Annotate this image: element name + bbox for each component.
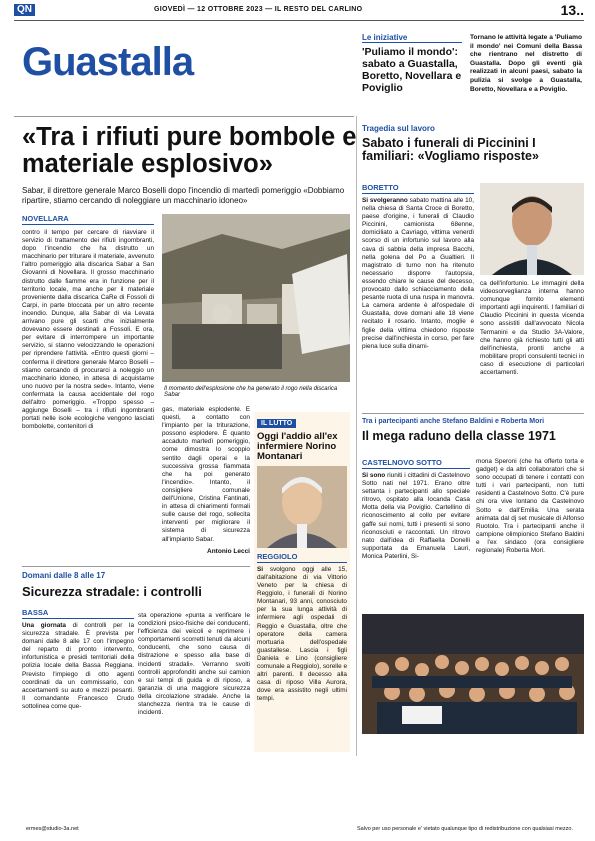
funerali-kicker: Tragedia sul lavoro: [362, 124, 435, 133]
main-article-col2: [162, 406, 250, 555]
lutto-headline: Oggi l'addio all'ex infermiere Norino Montanari: [257, 431, 338, 462]
lutto-location: REGGIOLO: [257, 552, 347, 563]
brief-title: 'Puliamo il mondo': sabato a Guastalla, Boretto, Novellara e Poviglio: [362, 46, 462, 94]
lutto-lead: Si: [257, 565, 264, 573]
sicurezza-kicker: Domani dalle 8 alle 17: [22, 571, 106, 580]
page-number: 13..: [560, 2, 584, 18]
raduno-headline: Il mega raduno della classe 1971: [362, 429, 556, 443]
footer-email: ermes@studio-3a.net: [26, 826, 79, 832]
brief-column: [362, 33, 462, 94]
brief-body: Tornano le attività legate a 'Puliamo il mondo' nei Comuni della Bassa che rientrano nel distretto di Guastalla. Dopo gli eventi già realizzati in alcuni paesi, sabato la pulizia si svolge a Guastalla, Boretto, Novellara e a Poviglio.: [470, 34, 582, 93]
newspaper-logo: QN: [14, 4, 35, 16]
main-author: Antonio Lecci: [207, 547, 250, 555]
main-headline: «Tra i rifiuti pure bombole e materiale esplosivo»: [22, 123, 357, 178]
discarica-image: [162, 214, 350, 382]
sicurezza-body-2: sta operazione «punta a verificare le condizioni psico-fisiche dei conducenti, l'efficienza dei veicoli e reprimere i comportamenti scorretti tenuti da alcuni conducenti, che sono causa di distrazione e spesso alla base di incidenti stradali». Verranno svolti controlli approfonditi anche sui camion e sui tempi di guida e di riposo, a garanzia di una maggiore sicurezza della circolazione stradale. Anche la stanchezza rientra tra le cause di incidenti.: [138, 612, 250, 717]
raduno-text-1: riuniti i cittadini di Castelnovo Sotto nati nel 1971. Erano oltre settanta i partecipanti allo speciale ritrovo, ospitato alla locanda Casa Motta della via Poviglio. Cartellino di riconoscimento al collo per evitare gaffe sui nomi, tutti i presenti si sono riconosciuti e raccontati. Un ritrovo nato dall'idea di Raffaella Donelli supportata da Emanuela Lauri, Monica Paterlini, Si-: [362, 472, 470, 560]
main-caption: Il momento dell'esplosione che ha generato il rogo nella discarica Sabar: [164, 386, 338, 398]
piccinini-photo: [480, 183, 584, 275]
main-location: NOVELLARA: [22, 214, 154, 225]
funerali-body-1: [362, 197, 474, 351]
funerali-lead: Si svolgeranno: [362, 197, 408, 204]
lutto-box: [254, 412, 350, 752]
lutto-tag: IL LUTTO: [257, 419, 296, 428]
raduno-kicker: Tra i partecipanti anche Stefano Baldini e Roberta Mori: [362, 418, 545, 425]
main-body-1: [22, 229, 154, 431]
funerali-location: BORETTO: [362, 183, 474, 194]
sicurezza-body-1: [22, 622, 134, 711]
sicurezza-divider: [22, 566, 250, 567]
sicurezza-col1: [22, 608, 134, 711]
montanari-photo: [257, 466, 347, 548]
funerali-headline: Sabato i funerali di Piccinini I familiari: «Vogliamo risposte»: [362, 136, 539, 164]
main-article-col1: [22, 214, 154, 431]
column-divider: [356, 116, 357, 756]
section-title: Guastalla: [22, 40, 194, 84]
raduno-group-image: [362, 614, 584, 734]
raduno-body-1: [362, 472, 470, 561]
main-text-1: contro il tempo per cercare di riavviare il servizio di trattamento dei rifiuti ingombranti, dopo l'incendio che ha distrutto un macchinario per triturare il materiale, avvenuto l'altro pomeriggio alla discarica Sabar a San Giovanni di Novellara. Il grosso macchinario distrutto dalle fiamme era in funzione per il territorio locale, ma anche per il materiale proveniente dalla discarica CaRe di Fossoli di Carpi, in parte bloccata per un altro recente incendio. Dunque, alla Sabar di via Levata arrivano pure gli scarti che inizialmente dovevano essere destinati a Fossoli. E ora, per evitare di interrompere un importante servizio, si stanno velocizzando le operazioni per riprendere l'attività. «Entro questi giorni – conferma il direttore generale Marco Boselli – stiamo cercando di procurarci a noleggio un macchinario idoneo, in attesa di acquistarne uno nuovo per la nostra sede». Intanto, viene confermata la causa accidentale del rogo dell'altro pomeriggio. «Troppo spesso – aggiunge Boselli – tra i rifiuti ingombranti portati nelle isole ecologiche vengono lasciati bombolette, contenitori di: [22, 229, 154, 431]
piccinini-portrait: [480, 183, 584, 275]
sicurezza-lead: Una giornata: [22, 622, 66, 629]
funerali-col1: [362, 183, 474, 351]
page-header: [14, 4, 584, 18]
sicurezza-headline: Sicurezza stradale: i controlli: [22, 584, 202, 599]
montanari-portrait: [257, 466, 347, 548]
raduno-location: CASTELNOVO SOTTO: [362, 458, 470, 469]
lutto-text: svolgono oggi alle 15, dall'abitazione di via Vittorio Veneto per la chiesa di Reggiolo, i funerali di Norino Montanari, 93 anni, conosciuto per la sua lunga attività di infermiere agli ospedali di Reggio e Guastalla, oltre che operatore della camera mortuaria dell'ospedale guastallese. Lascia i figli Daniela e Lino (consigliere comunale a Reggiolo), sorelle e altri parenti. Il decesso alla casa di riposo Villa Aurora, dove era assistito negli ultimi tempi.: [257, 565, 347, 703]
main-subhead: Sabar, il direttore generale Marco Boselli dopo l'incendio di martedì pomeriggio «Dobbiamo ripartire, stiamo cercando di noleggiare un macchinario idoneo»: [22, 186, 345, 205]
sicurezza-text-1: di controlli per la sicurezza stradale. È prevista per domani dalle 8 alle 17 con l'impegno del reparto di pronto intervento, infortunistica e presidi territoriali della polizia locale della Bassa Reggiana. Previsto l'impiego di otto agenti coordinati da un commissario, con accertamenti su auto e mezzi pesanti. Il comandante Francesco Crudo sottolinea come que-: [22, 622, 134, 710]
raduno-col1: [362, 458, 470, 561]
funerali-text-1: sabato mattina alle 10, nella chiesa di Santa Croce di Boretto, paese d'origine, i funerali di Claudio Piccinini, camionista 68enne, domiciliato a Cavriago, vittima venerdì scorso di un infortunio sul lavoro alla cava di sabbia della impresa Bacchi, nella golena del Po a Gualtieri. Il magistrato di turno non ha ritenuto necessario disporre l'autopsia, essendo chiare le cause del decesso, provocato dallo schiacciamento della pesante ruota di una ruspa in manovra. La camera ardente è all'ospedale di Guastalla, dove domani alle 18 viene recitato il rosario. Intanto, moglie e figlie della vittima chiedono risposte precise dall'inchiesta in corso, per fare piena luce sulla dinami-: [362, 197, 474, 350]
raduno-lead: Si sono: [362, 472, 386, 479]
raduno-body-2: mona Speroni (che ha offerto torta e gadget) e da altri collaboratori che si sono occupati di tenere i contatti con tutti i vari partecipanti, non tutti residenti a Castelnovo Sotto. C'è pure chi ora vive lontano da Castelnovo Sotto e dall'Emilia. Una serata animata dal dj set musicale di Alfonso Ruotolo. Tra i partecipanti anche il campione olimpionico Stefano Baldini e l'ex sindaco (ora consigliere regionale) Roberta Mori.: [476, 458, 584, 555]
brief-kicker: Le iniziative: [362, 33, 462, 43]
raduno-photo: [362, 614, 584, 734]
sicurezza-location: BASSA: [22, 608, 134, 619]
footer-notice: Salvo per uso personale e' vietato qualunque tipo di redistribuzione con qualsiasi mezzo.: [357, 826, 573, 832]
main-divider: [14, 116, 354, 117]
issue-date: GIOVEDÌ — 12 OTTOBRE 2023 — IL RESTO DEL CARLINO: [154, 6, 363, 13]
funerali-body-2: ca dell'infortunio. Le immagini della videosorveglianza interna hanno comunque fornito elementi importanti agli inquirenti. I familiari di Claudio Piccinini in questa vicenda sono assistiti dall'avvocato Nicola Termanini e da Studio 3A-Valore, che hanno già richiesto tutti gli atti dell'inchiesta, pronti anche a mobilitare propri consulenti tecnici in caso di esecuzione di particolari accertamenti.: [480, 280, 584, 377]
discarica-photo: [162, 214, 350, 382]
header-divider: [14, 20, 584, 21]
lutto-body: [257, 566, 347, 704]
raduno-divider: [362, 413, 584, 414]
main-body-2: gas, materiale esplodente. E questi, a contatto con l'impianto per la triturazione, possono esplodere. È quanto accaduto martedì pomeriggio, come dimostra lo scoppio sentito dagli operai e la successiva grossa fiammata che ha poi generato l'incendio». Intanto, il consigliere comunale dell'Unione, Cristina Fantinati, in attesa di chiarimenti formali sulle cause del rogo, sollecita interventi per migliorare il sistema di sicurezza all'impianto Sabar.: [162, 406, 250, 543]
